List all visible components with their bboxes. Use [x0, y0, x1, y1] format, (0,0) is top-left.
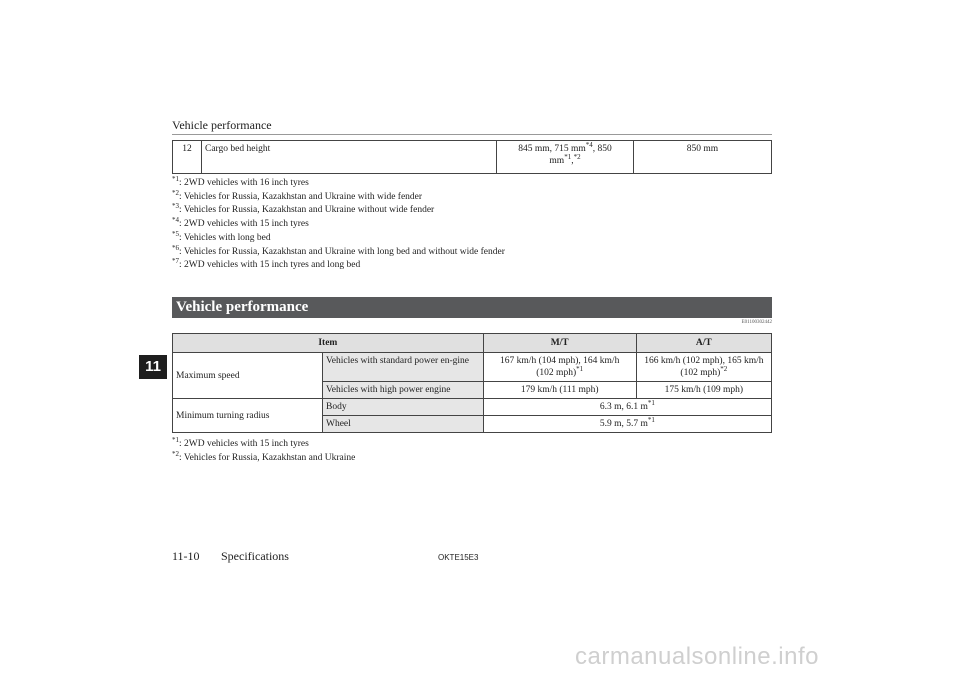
footnote: $^{*1}$: 2WD vehicles with 16 inch tyres [172, 175, 309, 188]
footnote: $^{*3}$: Vehicles for Russia, Kazakhstan and Ukraine without wide fender [172, 202, 435, 216]
table-row [173, 141, 772, 174]
footnote: $^{*1}$: 2WD vehicles with 15 inch tyres [172, 436, 309, 449]
performance-table [172, 333, 772, 433]
cargo-table [172, 140, 772, 174]
footnote: $^{*4}$: 2WD vehicles with 15 inch tyres [172, 216, 309, 230]
row-item: Cargo bed height [202, 141, 497, 174]
section-title: Vehicle performance [172, 297, 772, 318]
footer-title: Specifications [221, 549, 289, 563]
running-head: Vehicle performance [172, 118, 272, 132]
high-at: 175 km/h (109 mph) [636, 382, 771, 399]
max-speed-label: Maximum speed [173, 353, 323, 399]
body-value: 6.3 m, 6.1 $m^{*1}$ [483, 399, 771, 416]
header-item: Item [173, 334, 484, 353]
wheel-label: Wheel [323, 416, 484, 433]
standard-mt: 167 km/h (104 mph), 164 km/h (102 mph)$^{*1}$ [483, 353, 636, 382]
standard-at: 166 km/h (102 mph), 165 km/h (102 mph)$^{*2}$ [636, 353, 771, 382]
chapter-tab: 11 [139, 355, 167, 379]
header-at: A/T [636, 334, 771, 353]
row-number: 12 [173, 141, 202, 174]
watermark: carmanualsonline.info [575, 643, 819, 670]
standard-engine-label: Vehicles with standard power en-gine [323, 353, 484, 382]
footnote: $^{*7}$: 2WD vehicles with 15 inch tyres and long bed [172, 257, 361, 271]
header-rule [172, 134, 772, 135]
footnotes-performance [172, 438, 355, 465]
row-at-value: 850 mm [634, 141, 772, 174]
table-row [173, 399, 772, 416]
footnotes-cargo [172, 177, 505, 273]
section-code: E01100302442 [741, 320, 772, 325]
header-mt: M/T [483, 334, 636, 353]
wheel-value: 5.9 m, 5.7 $m^{*1}$ [483, 416, 771, 433]
footnote: $^{*2}$: Vehicles for Russia, Kazakhstan and Ukraine with wide fender [172, 188, 423, 202]
body-label: Body [323, 399, 484, 416]
table-row [173, 353, 772, 382]
footnote: $^{*6}$: Vehicles for Russia, Kazakhstan and Ukraine with long bed and without wide fender [172, 243, 505, 257]
footer-code: OKTE15E3 [438, 553, 479, 562]
page-number: 11-10 [172, 549, 200, 563]
high-engine-label: Vehicles with high power engine [323, 382, 484, 399]
footnote: $^{*5}$: Vehicles with long bed [172, 229, 271, 243]
table-header-row [173, 334, 772, 353]
turning-radius-label: Minimum turning radius [173, 399, 323, 433]
row-mt-value: 845 mm, 715 $mm^{*4}$, 850 $mm^{*1},^{*2}$ [497, 141, 634, 174]
footnote: $^{*2}$: Vehicles for Russia, Kazakhstan and Ukraine [172, 449, 356, 463]
high-mt: 179 km/h (111 mph) [483, 382, 636, 399]
